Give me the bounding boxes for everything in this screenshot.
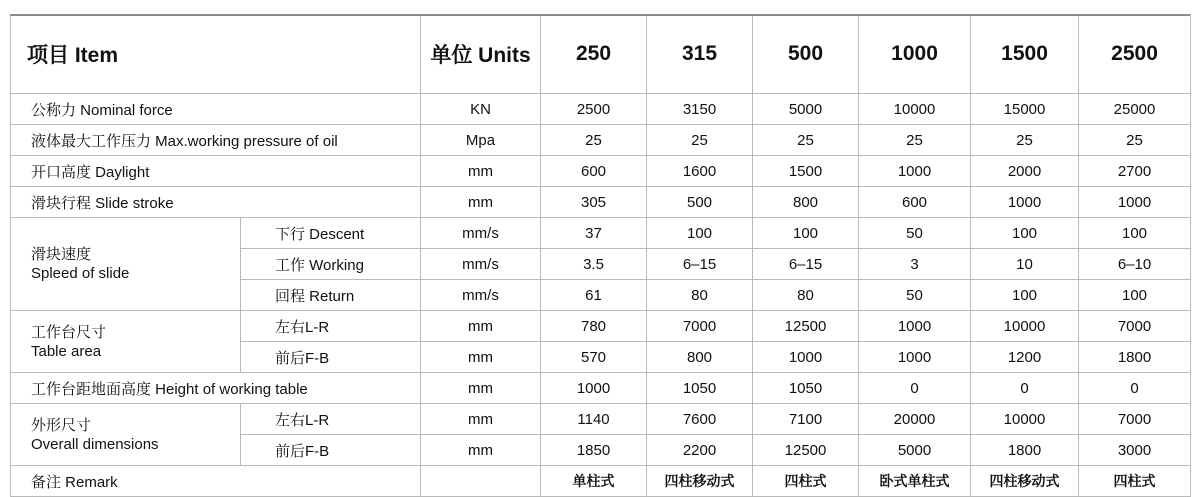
value-cell: 3.5 bbox=[541, 249, 647, 280]
value-cell: 12500 bbox=[753, 311, 859, 342]
remark-cell: 卧式单柱式 bbox=[859, 466, 971, 497]
value-cell: 1000 bbox=[859, 156, 971, 187]
table-row bbox=[11, 466, 1191, 497]
unit-cell: KN bbox=[421, 94, 541, 125]
unit-cell: mm/s bbox=[421, 280, 541, 311]
value-cell: 1000 bbox=[859, 342, 971, 373]
group-label-en: Table area bbox=[31, 342, 102, 360]
value-cell: 2000 bbox=[971, 156, 1079, 187]
header-model: 2500 bbox=[1079, 15, 1191, 94]
sub-label: 下行 Descent bbox=[241, 218, 421, 249]
group-label-cn: 工作台尺寸 bbox=[31, 323, 107, 341]
value-cell: 1000 bbox=[859, 311, 971, 342]
value-cell: 100 bbox=[971, 280, 1079, 311]
value-cell: 25 bbox=[859, 125, 971, 156]
value-cell: 600 bbox=[541, 156, 647, 187]
value-cell: 2200 bbox=[647, 435, 753, 466]
table-row bbox=[11, 218, 1191, 249]
group-label-en: Spleed of slide bbox=[31, 265, 130, 282]
row-label: 液体最大工作压力 Max.working pressure of oil bbox=[11, 125, 421, 156]
unit-cell: mm bbox=[421, 311, 541, 342]
value-cell: 305 bbox=[541, 187, 647, 218]
value-cell: 3150 bbox=[647, 94, 753, 125]
value-cell: 0 bbox=[971, 373, 1079, 404]
value-cell: 100 bbox=[971, 218, 1079, 249]
group-label-cn: 滑块速度 bbox=[31, 246, 92, 263]
table-row bbox=[11, 311, 1191, 342]
header-model: 500 bbox=[753, 15, 859, 94]
value-cell: 570 bbox=[541, 342, 647, 373]
unit-cell: mm bbox=[421, 435, 541, 466]
row-label: 开口高度 Daylight bbox=[11, 156, 421, 187]
value-cell: 1500 bbox=[753, 156, 859, 187]
group-label-cn: 外形尺寸 bbox=[31, 416, 92, 434]
value-cell: 5000 bbox=[753, 94, 859, 125]
unit-cell bbox=[421, 466, 541, 497]
value-cell: 20000 bbox=[859, 404, 971, 435]
value-cell: 61 bbox=[541, 280, 647, 311]
sub-label: 左右L-R bbox=[241, 311, 421, 342]
unit-cell: mm bbox=[421, 187, 541, 218]
value-cell: 600 bbox=[859, 187, 971, 218]
row-label: 公称力 Nominal force bbox=[11, 94, 421, 125]
value-cell: 1050 bbox=[753, 373, 859, 404]
unit-cell: Mpa bbox=[421, 125, 541, 156]
value-cell: 1850 bbox=[541, 435, 647, 466]
value-cell: 15000 bbox=[971, 94, 1079, 125]
value-cell: 6–15 bbox=[647, 249, 753, 280]
top-border-line bbox=[10, 14, 1190, 16]
unit-cell: mm/s bbox=[421, 249, 541, 280]
remark-cell: 单柱式 bbox=[541, 466, 647, 497]
table-row bbox=[11, 156, 1191, 187]
value-cell: 1000 bbox=[753, 342, 859, 373]
value-cell: 1000 bbox=[541, 373, 647, 404]
sub-label: 工作 Working bbox=[241, 249, 421, 280]
value-cell: 10 bbox=[971, 249, 1079, 280]
value-cell: 100 bbox=[1079, 280, 1191, 311]
value-cell: 1000 bbox=[971, 187, 1079, 218]
value-cell: 25000 bbox=[1079, 94, 1191, 125]
unit-cell: mm/s bbox=[421, 218, 541, 249]
value-cell: 1200 bbox=[971, 342, 1079, 373]
value-cell: 10000 bbox=[971, 311, 1079, 342]
value-cell: 1800 bbox=[1079, 342, 1191, 373]
value-cell: 7000 bbox=[647, 311, 753, 342]
unit-cell: mm bbox=[421, 156, 541, 187]
value-cell: 7000 bbox=[1079, 404, 1191, 435]
specification-table bbox=[10, 14, 1191, 497]
group-label-slide-speed bbox=[11, 218, 241, 311]
table-row bbox=[11, 373, 1191, 404]
row-label: 备注 Remark bbox=[11, 466, 421, 497]
value-cell: 5000 bbox=[859, 435, 971, 466]
value-cell: 1000 bbox=[1079, 187, 1191, 218]
value-cell: 2700 bbox=[1079, 156, 1191, 187]
unit-cell: mm bbox=[421, 404, 541, 435]
value-cell: 37 bbox=[541, 218, 647, 249]
value-cell: 10000 bbox=[859, 94, 971, 125]
sub-label: 回程 Return bbox=[241, 280, 421, 311]
value-cell: 1050 bbox=[647, 373, 753, 404]
value-cell: 25 bbox=[971, 125, 1079, 156]
remark-cell: 四柱式 bbox=[1079, 466, 1191, 497]
value-cell: 1800 bbox=[971, 435, 1079, 466]
table-row bbox=[11, 94, 1191, 125]
sub-label: 前后F-B bbox=[241, 342, 421, 373]
unit-cell: mm bbox=[421, 342, 541, 373]
value-cell: 50 bbox=[859, 218, 971, 249]
table-row bbox=[11, 125, 1191, 156]
value-cell: 7000 bbox=[1079, 311, 1191, 342]
value-cell: 100 bbox=[1079, 218, 1191, 249]
value-cell: 800 bbox=[753, 187, 859, 218]
value-cell: 6–15 bbox=[753, 249, 859, 280]
group-label-overall-dimensions bbox=[11, 404, 241, 466]
value-cell: 3000 bbox=[1079, 435, 1191, 466]
value-cell: 50 bbox=[859, 280, 971, 311]
value-cell: 10000 bbox=[971, 404, 1079, 435]
header-item: 项目 Item bbox=[11, 15, 421, 94]
remark-cell: 四柱式 bbox=[753, 466, 859, 497]
value-cell: 800 bbox=[647, 342, 753, 373]
header-model: 250 bbox=[541, 15, 647, 94]
value-cell: 80 bbox=[647, 280, 753, 311]
value-cell: 1600 bbox=[647, 156, 753, 187]
row-label: 工作台距地面高度 Height of working table bbox=[11, 373, 421, 404]
header-model: 1500 bbox=[971, 15, 1079, 94]
header-row bbox=[11, 15, 1191, 94]
value-cell: 100 bbox=[753, 218, 859, 249]
value-cell: 3 bbox=[859, 249, 971, 280]
value-cell: 7100 bbox=[753, 404, 859, 435]
value-cell: 2500 bbox=[541, 94, 647, 125]
group-label-en: Overall dimensions bbox=[31, 435, 159, 453]
value-cell: 12500 bbox=[753, 435, 859, 466]
sub-label: 前后F-B bbox=[241, 435, 421, 466]
table-row bbox=[11, 187, 1191, 218]
row-label: 滑块行程 Slide stroke bbox=[11, 187, 421, 218]
table-row bbox=[11, 404, 1191, 435]
value-cell: 0 bbox=[859, 373, 971, 404]
group-label-table-area bbox=[11, 311, 241, 373]
header-model: 315 bbox=[647, 15, 753, 94]
remark-cell: 四柱移动式 bbox=[647, 466, 753, 497]
sub-label: 左右L-R bbox=[241, 404, 421, 435]
value-cell: 6–10 bbox=[1079, 249, 1191, 280]
remark-cell: 四柱移动式 bbox=[971, 466, 1079, 497]
value-cell: 25 bbox=[541, 125, 647, 156]
value-cell: 25 bbox=[753, 125, 859, 156]
value-cell: 25 bbox=[1079, 125, 1191, 156]
header-model: 1000 bbox=[859, 15, 971, 94]
value-cell: 1140 bbox=[541, 404, 647, 435]
header-units: 单位 Units bbox=[421, 15, 541, 94]
unit-cell: mm bbox=[421, 373, 541, 404]
value-cell: 7600 bbox=[647, 404, 753, 435]
value-cell: 500 bbox=[647, 187, 753, 218]
value-cell: 25 bbox=[647, 125, 753, 156]
value-cell: 100 bbox=[647, 218, 753, 249]
value-cell: 780 bbox=[541, 311, 647, 342]
value-cell: 0 bbox=[1079, 373, 1191, 404]
value-cell: 80 bbox=[753, 280, 859, 311]
